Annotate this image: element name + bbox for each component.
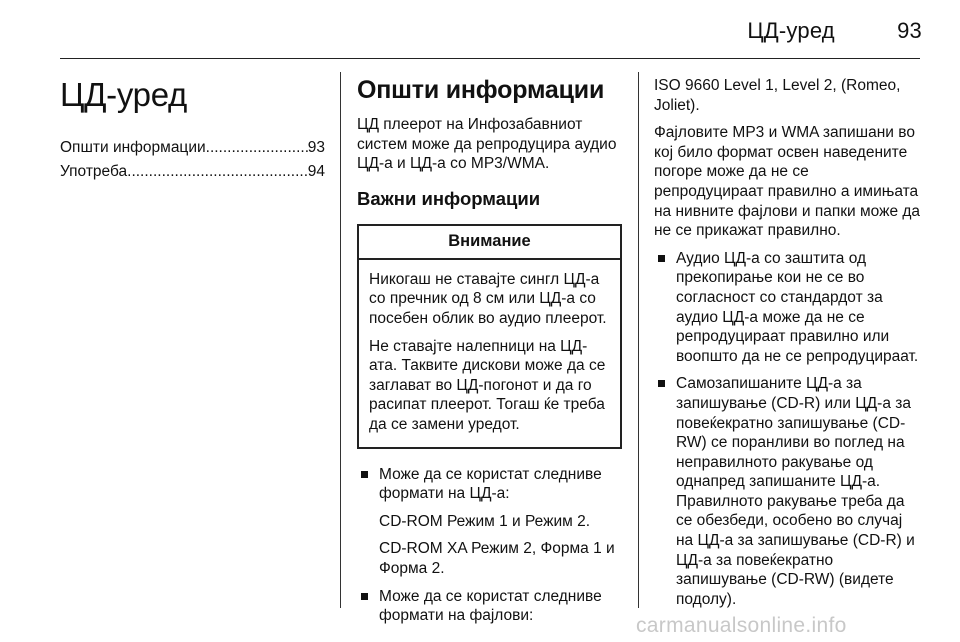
toc-page: 93 (307, 139, 325, 156)
intro-paragraph: ЦД плеерот на Инфозабавниот систем може да репродуцира аудио ЦД-а и ЦД-а со MP3/WMA. (357, 116, 617, 173)
left-column (60, 70, 325, 184)
list-item (357, 465, 622, 579)
page-header (747, 18, 922, 44)
column-divider-2 (638, 72, 639, 608)
bullet-square-icon (361, 471, 368, 478)
warning-title: Внимание (359, 226, 620, 260)
chapter-title: ЦД-уред (60, 76, 188, 113)
list-item-subtext: CD-ROM XA Режим 2, Форма 1 и Форма 2. (379, 540, 615, 577)
continued-paragraph: Фајловите MP3 и WMA запишани во кој било формат освен наведените погоре може да не се репродуцираат правилно а имињата на нивните фајлови и папки може да не се прикажат правилно. (654, 124, 921, 240)
toc-label: Општи информации (60, 139, 206, 156)
list-item (654, 249, 922, 367)
toc-item-general-info[interactable] (60, 136, 325, 160)
list-item (357, 587, 622, 626)
list-item-text: Самозапишаните ЦД-а за запишување (CD-R) или ЦД-а за повеќекратно запишување (CD-RW) се поранливи во поглед на неправилното ракување од однапред запишаните ЦД-а. Правилното ракување треба да се обезбеди, особено во случај на ЦД-а за запишување (CD-R) и ЦД-а за повеќекратно запишување (CD-RW) (видете подолу). (676, 375, 915, 608)
toc-item-usage[interactable] (60, 160, 325, 184)
list-item (654, 374, 922, 609)
section-title: Општи информации (357, 76, 605, 104)
toc-label: Употреба (60, 163, 128, 180)
warning-box (357, 224, 622, 449)
list-item-text: Може да се користат следниве формати на фајлови: (379, 587, 602, 625)
header-title: ЦД-уред (747, 18, 835, 43)
header-rule (60, 58, 920, 59)
middle-column (357, 70, 622, 634)
list-item-subtext: CD-ROM Режим 1 и Режим 2. (379, 512, 591, 530)
watermark: carmanualsonline.info (636, 614, 847, 637)
bullet-square-icon (361, 593, 368, 600)
toc-leader-dots (206, 136, 308, 160)
right-column (654, 76, 922, 617)
toc-leader-dots (127, 160, 308, 184)
bullet-square-icon (658, 380, 665, 387)
column-divider-1 (340, 72, 341, 608)
notes-list (654, 249, 922, 610)
list-item-text: Може да се користат следниве формати на ЦД-а: (379, 465, 602, 503)
warning-body (359, 260, 620, 447)
continued-paragraph: ISO 9660 Level 1, Level 2, (Romeo, Joliet). (654, 77, 901, 114)
list-item-text: Аудио ЦД-а со заштита од прекопирање кои не се во согласност со стандардот за аудио ЦД-а може да не се репродуцираат правилно или воопшто да не се репродуцираат. (676, 249, 919, 365)
bullet-square-icon (658, 255, 665, 262)
page-number: 93 (897, 18, 922, 43)
subsection-title: Важни информации (357, 187, 541, 209)
cd-format-list (357, 465, 622, 626)
warning-paragraph: Никогаш не ставајте сингл ЦД-а со пречник од 8 см или ЦД-а со посебен облик во аудио плеерот. (369, 270, 607, 327)
toc-page: 94 (307, 163, 325, 180)
warning-paragraph: Не ставајте налепници на ЦД-ата. Таквите дискови може да се заглават во ЦД-погонот и да го расипат плеерот. Тогаш ќе треба да се замени уредот. (369, 337, 606, 433)
